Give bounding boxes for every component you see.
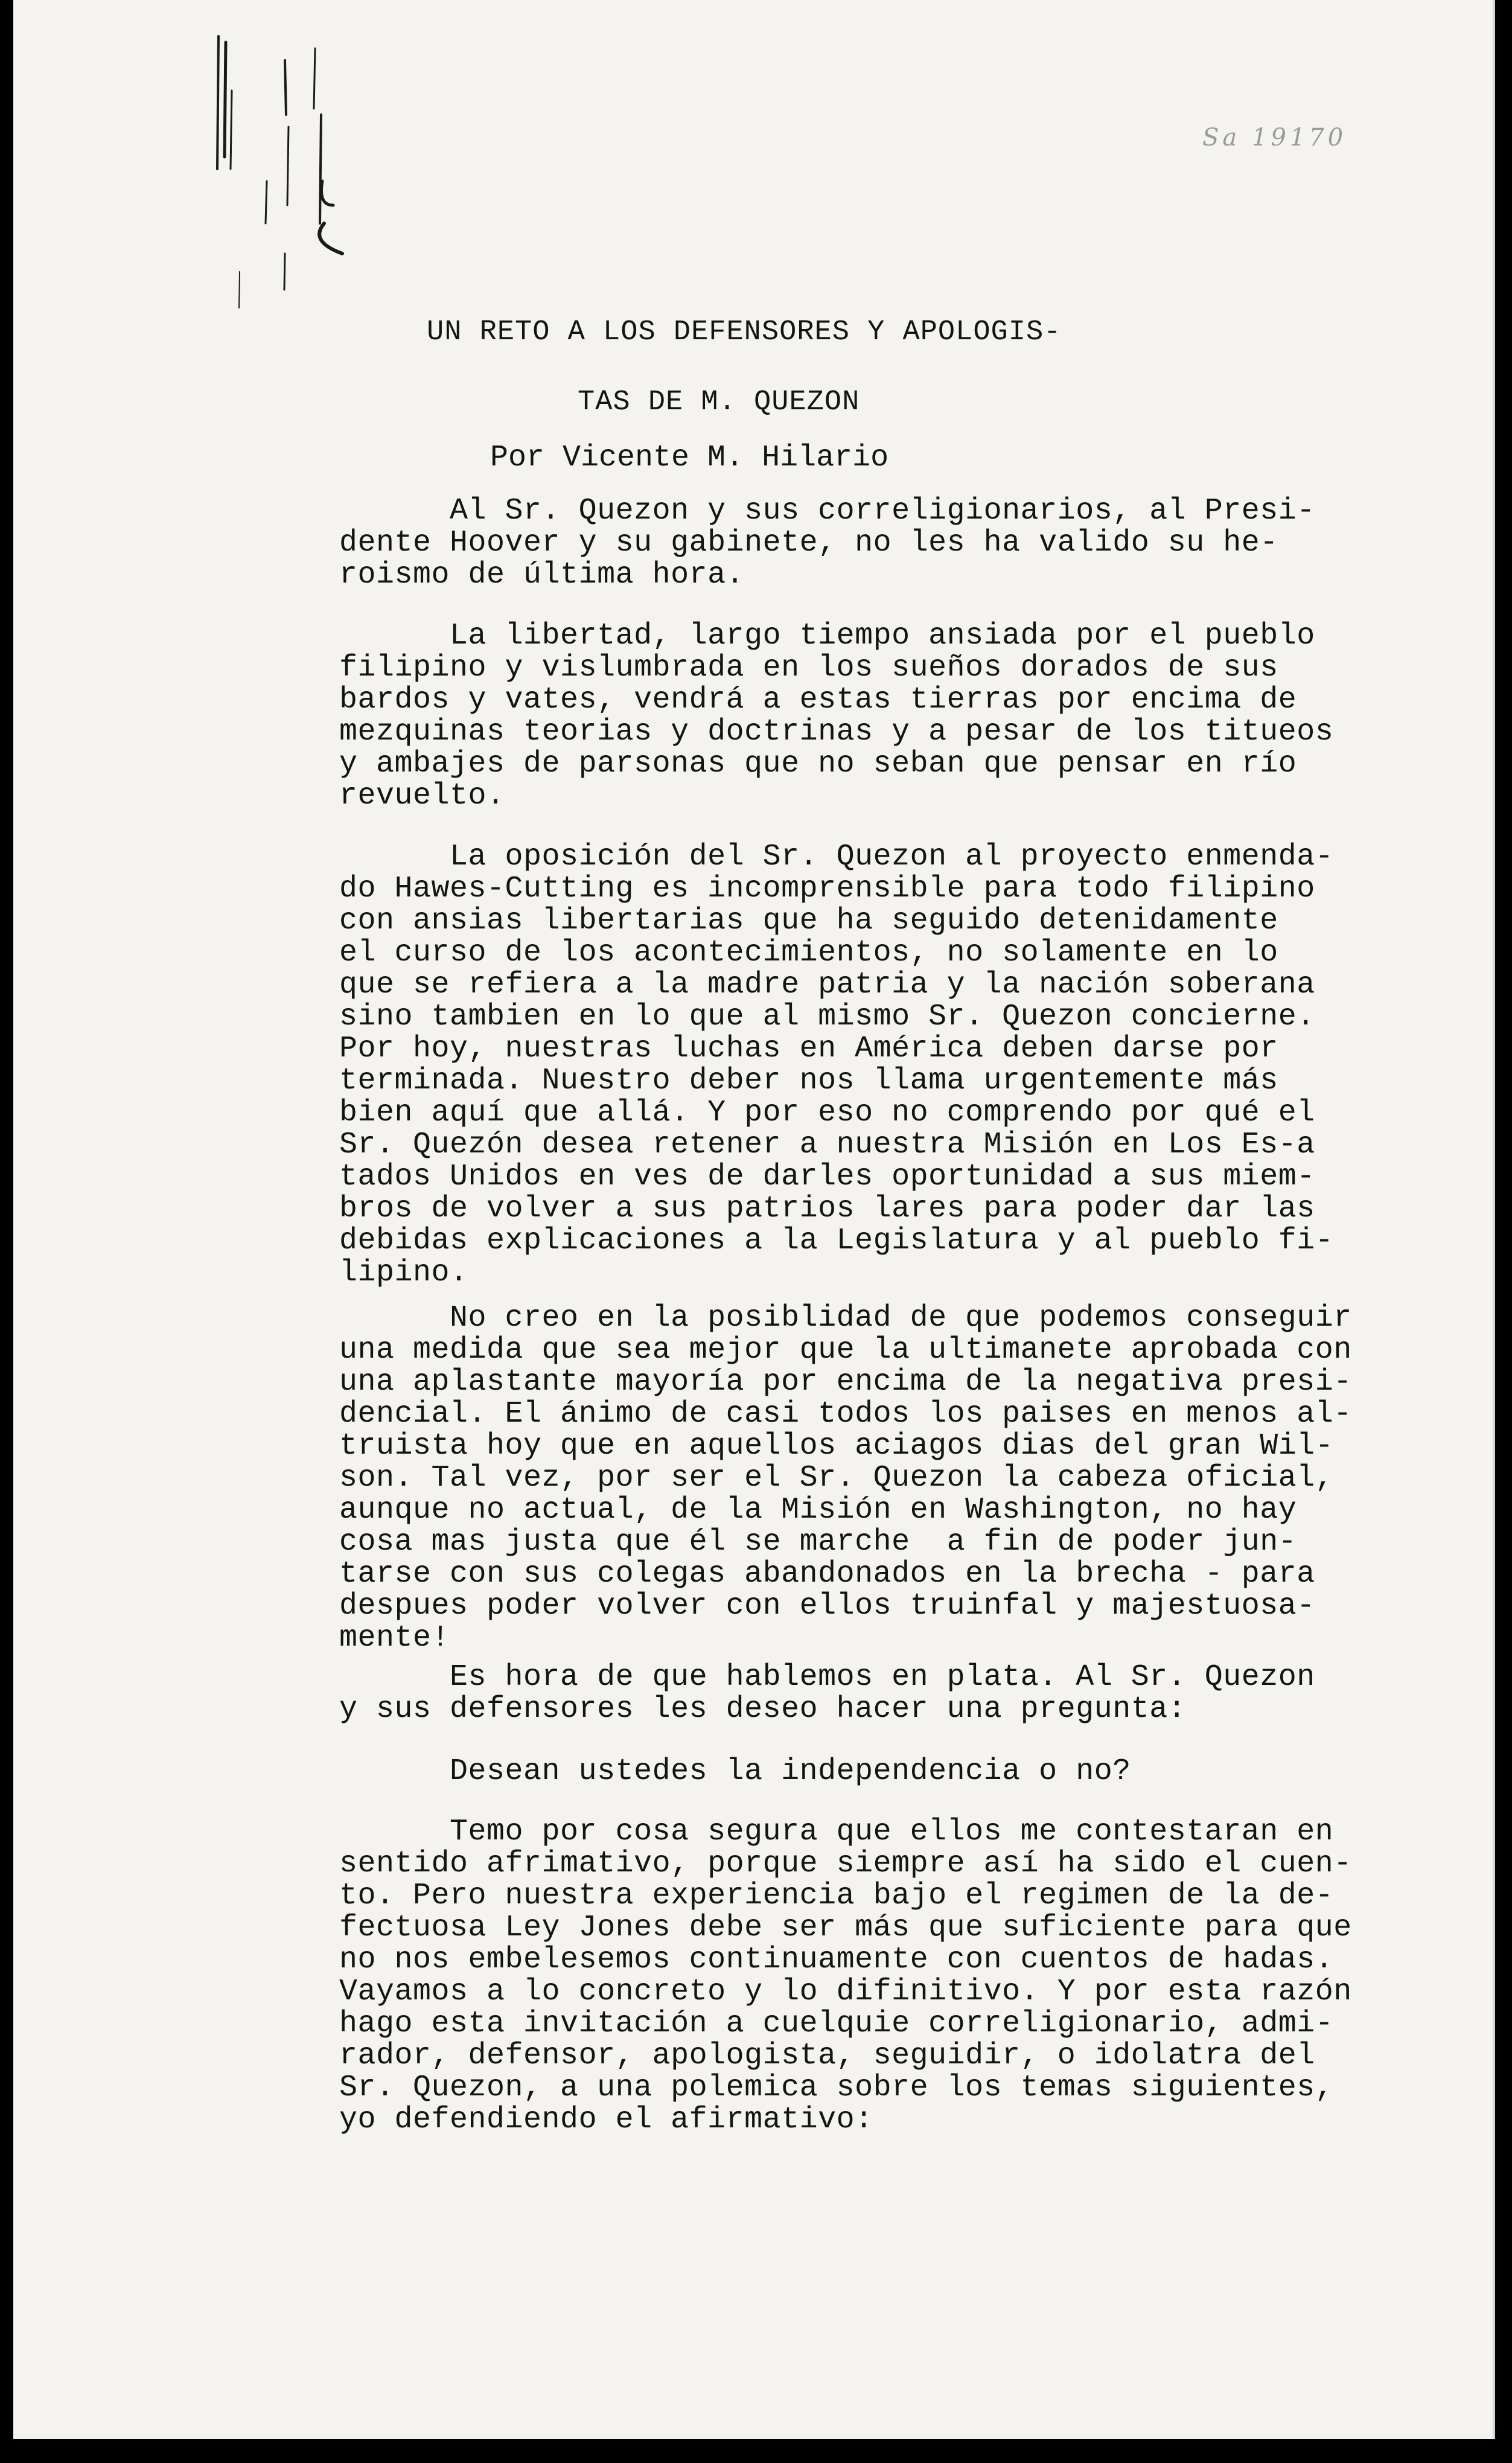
paragraph-5: Es hora de que hablemos en plata. Al Sr. Quezon y sus defensores les deseo hacer una pregunta: [339, 1660, 1315, 1727]
paragraph-4: No creo en la posiblidad de que podemos conseguir una medida que sea mejor que la ultimanete aprobada con una aplastante mayoría por encima de la negativa presi- dencial. El ánimo de casi todos los paises en menos al- truista hoy que en aquellos aciagos dias del gran Wil- son. Tal vez, por ser el Sr. Quezon la cabeza oficial, aunque no actual, de la Misión en Washington, no hay cosa mas justa que él se marche a fin de poder jun- tarse con sus colegas abandonados en la brecha - para despues poder volver con ellos truinfal y majestuosa- mente! [339, 1301, 1352, 1655]
paragraph-2: La libertad, largo tiempo ansiada por el pueblo filipino y vislumbrada en los sueños dorados de sus bardos y vates, vendrá a estas tierras por encima de mezquinas teorias y doctrinas y a pesar de los titueos y ambajes de parsonas que no seban que pensar en río revuelto. [339, 619, 1334, 813]
paragraph-3: La oposición del Sr. Quezon al proyecto enmenda- do Hawes-Cutting es incomprensible para todo filipino con ansias libertarias que ha seguido detenidamente el curso de los acontecimientos, no solamente en lo que se refiera a la madre patria y la nación soberana sino tambien en lo que al mismo Sr. Quezon concierne. Por hoy, nuestras luchas en América deben darse por terminada. Nuestro deber nos llama urgentemente más bien aquí que allá. Y por eso no comprendo por qué el Sr. Quezón desea retener a nuestra Misión en Los Es-a tados Unidos en ves de darles oportunidad a sus miem- bros de volver a sus patrios lares para poder dar las debidas explicaciones a la Legislatura y al pueblo fi- lipino. [339, 840, 1334, 1290]
byline: Por Vicente M. Hilario [490, 441, 889, 475]
paragraph-7: Temo por cosa segura que ellos me contestaran en sentido afrimativo, porque siempre así ha sido el cuen- to. Pero nuestra experiencia bajo el regimen de la de- fectuosa Ley Jones debe ser más que suficiente para que no nos embelesemos continuamente con cuentos de hadas. Vayamos a lo concreto y lo difinitivo. Y por esta razón hago esta invitación a cuelquie correligionario, admi- rador, defensor, apologista, seguidir, o idolatra del Sr. Quezon, a una polemica sobre los temas siguientes, yo defendiendo el afirmativo: [339, 1815, 1352, 2137]
title-line-2: TAS DE M. QUEZON [578, 386, 860, 418]
document-page [13, 0, 1495, 2439]
binding-marks-graphic [194, 24, 375, 314]
paragraph-6: Desean ustedes la independencia o no? [339, 1754, 1131, 1789]
paragraph-1: Al Sr. Quezon y sus correligionarios, al Presi- dente Hoover y su gabinete, no les ha valido su he- roismo de última hora. [339, 494, 1315, 592]
title-line-1: UN RETO A LOS DEFENSORES Y APOLOGIS- [427, 316, 1062, 348]
document-title [427, 315, 1061, 420]
archive-pencil-note: Sa 19170 [1202, 124, 1347, 152]
